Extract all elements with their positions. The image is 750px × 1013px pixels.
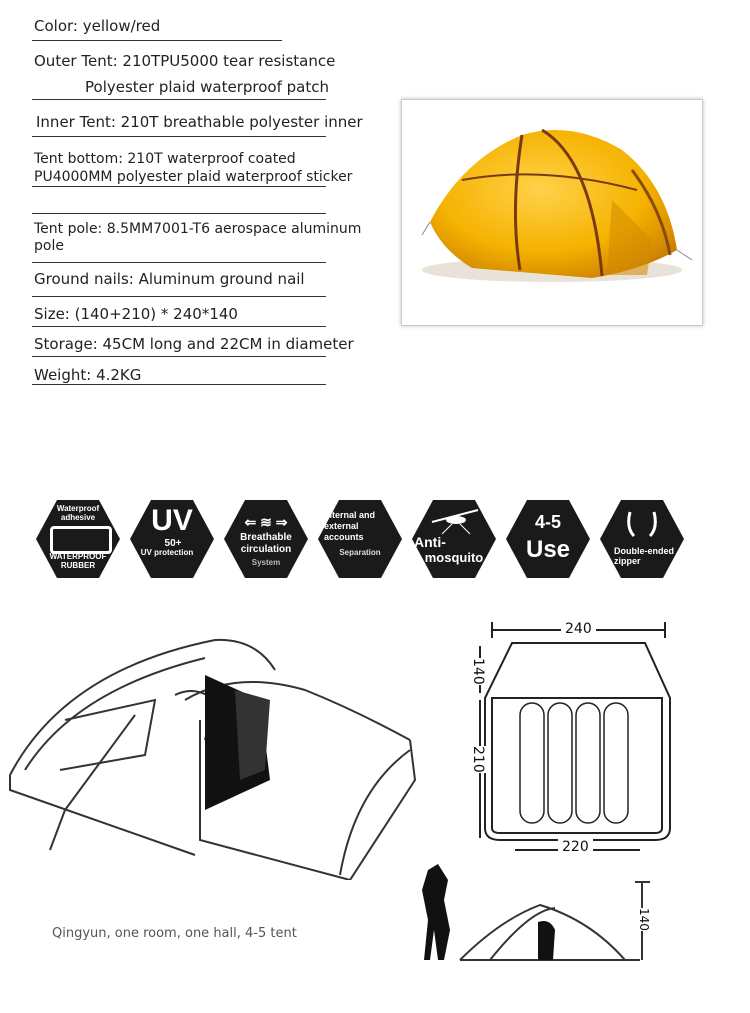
spec-tent-pole: Tent pole: 8.5MM7001-T6 aerospace aluminum pole: [34, 221, 362, 254]
dim-width-bottom: 220: [558, 839, 593, 855]
spec-inner-tent: Inner Tent: 210T breathable polyester inner: [36, 113, 363, 131]
dim-depth: 210: [470, 746, 486, 773]
divider: [32, 40, 282, 41]
spec-storage: Storage: 45CM long and 22CM in diameter: [34, 335, 354, 353]
divider: [32, 99, 326, 100]
waterproof-rubber-icon: Waterproof adhesive WATERPROOF RUBBER: [36, 498, 120, 580]
divider: [32, 186, 326, 187]
uv-protection-icon: UV 50+ UV protection: [130, 498, 214, 580]
divider: [32, 384, 326, 385]
dim-height: 140: [637, 908, 651, 931]
floor-plan: [460, 618, 675, 858]
tent-sketch: [5, 630, 425, 880]
caption: Qingyun, one room, one hall, 4-5 tent: [52, 926, 297, 941]
divider: [32, 213, 326, 214]
divider: [32, 262, 326, 263]
tent-photo: [401, 99, 703, 326]
spec-outer-tent-2: Polyester plaid waterproof patch: [85, 78, 330, 96]
zipper-icon: Double-ended zipper: [600, 498, 684, 580]
dim-width-top: 240: [561, 621, 596, 637]
separation-icon: Internal and external accounts Separation: [318, 498, 402, 580]
divider: [32, 326, 326, 327]
mosquito-icon: Anti- mosquito: [412, 498, 496, 580]
spec-tent-bottom: Tent bottom: 210T waterproof coated: [34, 151, 296, 167]
spec-outer-tent: Outer Tent: 210TPU5000 tear resistance: [34, 52, 336, 70]
spec-ground-nails: Ground nails: Aluminum ground nail: [34, 270, 305, 288]
breathable-icon: ⇐ ≋ ⇒ Breathable circulation System: [224, 498, 308, 580]
divider: [32, 356, 326, 357]
spec-tent-bottom-2: PU4000MM polyester plaid waterproof sticker: [34, 169, 353, 185]
spec-size: Size: (140+210) * 240*140: [34, 305, 238, 323]
dim-front: 140: [470, 658, 486, 685]
spec-weight: Weight: 4.2KG: [34, 366, 142, 384]
feature-icons: [36, 498, 696, 580]
height-sketch: [420, 860, 660, 970]
spec-color: Color: yellow/red: [34, 17, 161, 35]
divider: [32, 296, 326, 297]
divider: [32, 136, 326, 137]
capacity-icon: 4-5 Use: [506, 498, 590, 580]
